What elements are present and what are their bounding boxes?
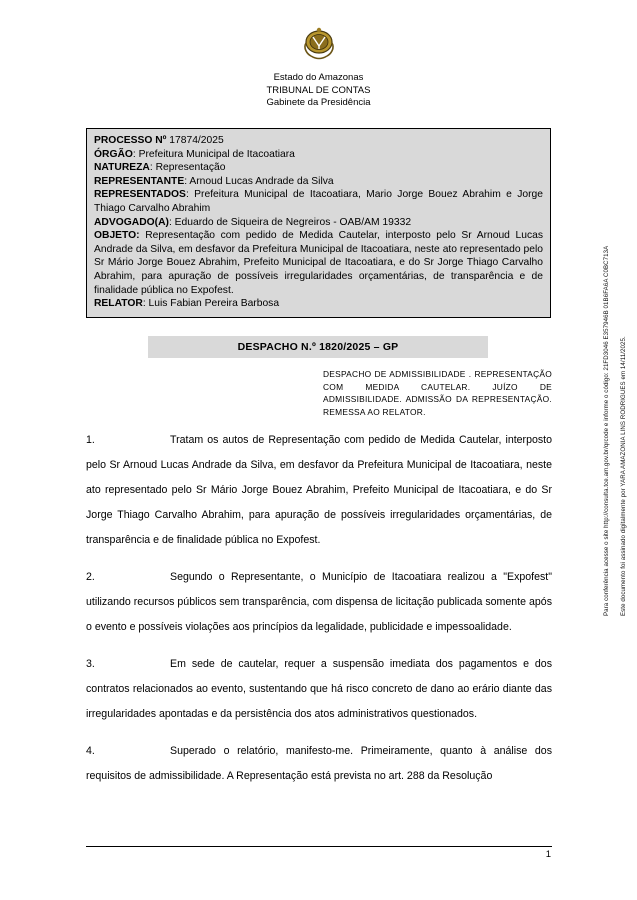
- meta-label-relator: RELATOR: [94, 298, 143, 310]
- meta-value-representados: : Prefeitura Municipal de Itacoatiara, Mario Jorge Bouez Abrahim e Jorge Thiago Carvalho Abrahim: [94, 189, 543, 214]
- meta-row-advogado: [94, 216, 543, 230]
- meta-row-relator: [94, 297, 543, 311]
- coat-of-arms-icon: [299, 26, 339, 66]
- document-body: [86, 428, 552, 801]
- meta-row-orgao: [94, 148, 543, 162]
- meta-row-natureza: [94, 161, 543, 175]
- meta-label-objeto: OBJETO:: [94, 230, 140, 242]
- page-number: 1: [545, 849, 551, 860]
- meta-value-objeto: Representação com pedido de Medida Cautelar, interposto pelo Sr Arnoud Lucas Andrade da Silva, em desfavor da Prefeitura Municipal de Itacoatiara, neste ato representado pelo Sr Mário Jorge Bouez Abrahim, Prefeito Municipal de Itacoatiara, e do Sr Jorge Thiago Carvalho Abrahim, para apuração de possíveis irregularidades orçamentárias, de transparência e de finalidade pública no Expofest.: [94, 230, 543, 296]
- meta-value-advogado: : Eduardo de Siqueira de Negreiros - OAB/AM 19332: [168, 216, 412, 228]
- meta-label-representados: REPRESENTADOS: [94, 189, 186, 201]
- meta-label-natureza: NATUREZA: [94, 162, 150, 174]
- paragraph-3: [86, 652, 552, 727]
- paragraph-4: [86, 739, 552, 789]
- paragraph-1-number: 1.: [86, 434, 95, 446]
- header-line-court: TRIBUNAL DE CONTAS: [266, 84, 371, 96]
- meta-label-processo: PROCESSO Nº: [94, 135, 167, 146]
- paragraph-1: [86, 428, 552, 553]
- paragraph-4-text: Superado o relatório, manifesto-me. Primeiramente, quanto à análise dos requisitos de admissibilidade. A Representação está prevista no art. 288 da Resolução: [86, 745, 552, 782]
- paragraph-3-text: Em sede de cautelar, requer a suspensão imediata dos pagamentos e dos contratos relacionados ao evento, sustentando que há risco concreto de dano ao erário diante das irregularidades apontadas e da persistência dos atos administrativos questionados.: [86, 658, 552, 720]
- meta-value-relator: : Luis Fabian Pereira Barbosa: [142, 298, 280, 310]
- meta-value-natureza: : Representação: [149, 162, 226, 174]
- process-metadata-box: [86, 128, 551, 318]
- paragraph-2: [86, 565, 552, 640]
- digital-signature-stamp: [603, 196, 627, 616]
- paragraph-1-text: Tratam os autos de Representação com pedido de Medida Cautelar, interposto pelo Sr Arnoud Lucas Andrade da Silva, em desfavor da Prefeitura Municipal de Itacoatiara, neste ato representado pelo Sr Mário Jorge Bouez Abrahim, Prefeito Municipal de Itacoatiara, e do Sr Jorge Thiago Carvalho Abrahim, para apuração de possíveis irregularidades orçamentárias, de transparência e de finalidade pública no Expofest.: [86, 434, 552, 546]
- paragraph-3-number: 3.: [86, 658, 95, 670]
- signature-line-2: Para conferência acesse o site http://consulta.tce.am.gov.br/qrcode e informe o código: 21FD3046 E357946B 01B6FA6A C0BC713A: [603, 245, 610, 616]
- despacho-title: DESPACHO N.º 1820/2025 – GP: [148, 336, 488, 358]
- meta-label-orgao: ÓRGÃO: [94, 148, 133, 160]
- meta-value-processo: 17874/2025: [166, 135, 224, 146]
- meta-row-processo: [94, 134, 543, 148]
- meta-label-representante: REPRESENTANTE: [94, 175, 185, 187]
- ementa-block: DESPACHO DE ADMISSIBILIDADE . REPRESENTAÇÃO COM MEDIDA CAUTELAR. JUÍZO DE ADMISSIBILIDADE. ADMISSÃO DA REPRESENTAÇÃO. REMESSA AO RELATOR.: [323, 369, 552, 417]
- meta-row-representante: [94, 175, 543, 189]
- meta-value-orgao: : Prefeitura Municipal de Itacoatiara: [132, 148, 295, 160]
- signature-line-1: Este documento foi assinado digitalmente por YARA AMAZONIA LINS RODRIGUES em 14/11/2025.: [620, 336, 627, 616]
- meta-row-representados: [94, 188, 543, 215]
- meta-label-advogado: ADVOGADO(A): [94, 216, 169, 228]
- meta-value-representante: : Arnoud Lucas Andrade da Silva: [184, 175, 334, 187]
- footer-divider: [86, 846, 552, 847]
- paragraph-2-number: 2.: [86, 571, 95, 583]
- document-header: [0, 0, 637, 110]
- paragraph-2-text: Segundo o Representante, o Município de Itacoatiara realizou a "Expofest" utilizando recursos públicos sem transparência, com dispensa de licitação publicada somente após o evento e possíveis violações aos princípios da legalidade, publicidade e impessoalidade.: [86, 571, 552, 633]
- meta-row-objeto: [94, 229, 543, 297]
- paragraph-4-number: 4.: [86, 745, 95, 757]
- header-line-state: Estado do Amazonas: [273, 72, 364, 83]
- header-line-office: Gabinete da Presidência: [266, 97, 371, 108]
